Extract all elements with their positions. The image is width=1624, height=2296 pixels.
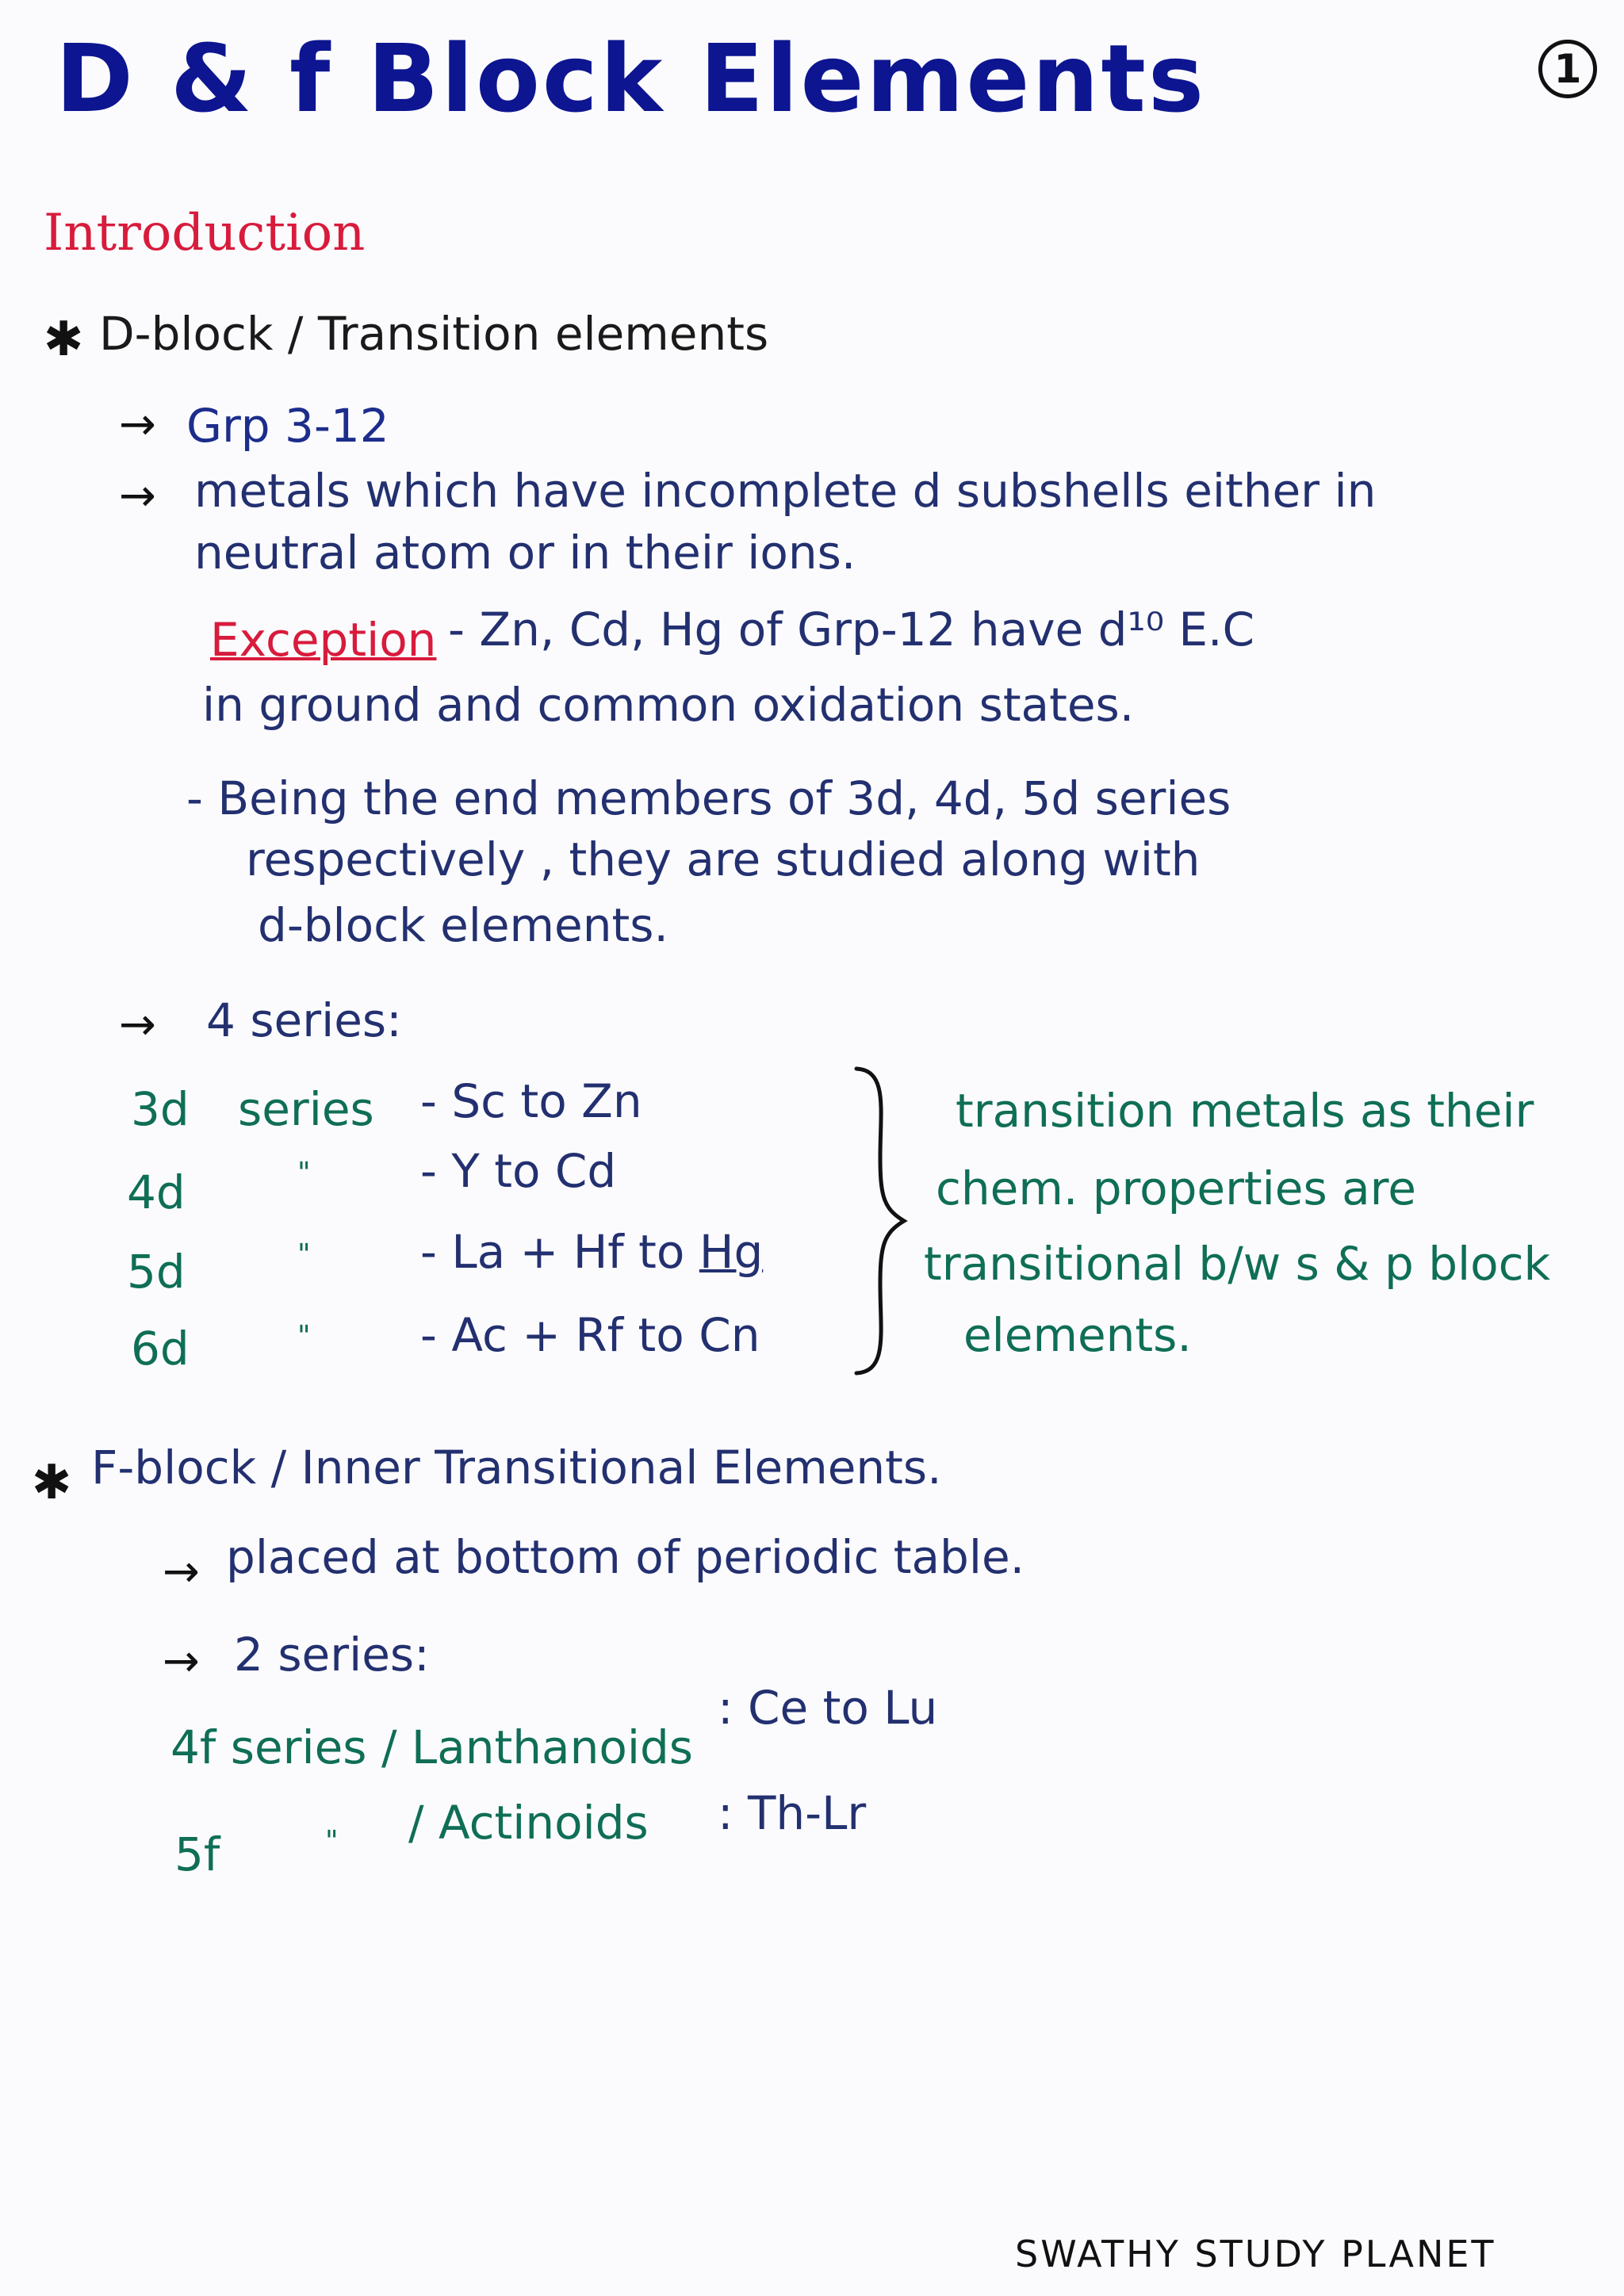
arrow-icon: → (163, 1546, 200, 1598)
5f-series-name: 5f (174, 1827, 220, 1881)
note-line-1: transition metals as their (956, 1084, 1534, 1138)
asterisk-bullet-icon: ✱ (44, 312, 84, 367)
curly-brace-icon (841, 1062, 912, 1380)
page-title: D & f Block Elements (56, 24, 1207, 133)
page-number: 1 (1538, 40, 1597, 98)
5f-ditto-mark: " (325, 1825, 339, 1858)
f-block-heading: F-block / Inner Transitional Elements. (91, 1441, 942, 1494)
arrow-icon: → (119, 399, 156, 450)
exception-line-2: in ground and common oxidation states. (202, 678, 1135, 732)
definition-line-1: metals which have incomplete d subshells either in (194, 464, 1377, 518)
arrow-icon: → (119, 999, 156, 1050)
series-range: - Y to Cd (420, 1144, 617, 1198)
exception-text: - Zn, Cd, Hg of Grp-12 have d¹⁰ E.C (448, 603, 1254, 656)
asterisk-bullet-icon: ✱ (32, 1455, 72, 1510)
series-range: - Sc to Zn (420, 1074, 642, 1128)
end-members-line-2: respectively , they are studied along with (246, 832, 1201, 886)
series-name: 6d (131, 1322, 190, 1376)
5f-series-range: : Th-Lr (718, 1786, 867, 1840)
group-range: Grp 3-12 (186, 399, 389, 453)
arrow-icon: → (119, 470, 156, 522)
series-label: series (238, 1082, 374, 1136)
note-line-4: elements. (963, 1308, 1192, 1362)
series-name: 3d (131, 1082, 190, 1136)
f-series-count: 2 series: (234, 1628, 430, 1682)
arrow-icon: → (163, 1636, 200, 1687)
series-range: - Ac + Rf to Cn (420, 1308, 760, 1362)
definition-line-2: neutral atom or in their ions. (194, 526, 856, 580)
series-name: 4d (127, 1165, 186, 1219)
section-heading-introduction: Introduction (44, 204, 366, 262)
note-line-3: transitional b/w s & p block (924, 1237, 1551, 1291)
series-range: - La + Hf to Hg (420, 1225, 764, 1279)
4f-series-range: : Ce to Lu (718, 1681, 938, 1735)
5f-series-label: / Actinoids (408, 1796, 649, 1850)
f-block-placement: placed at bottom of periodic table. (226, 1530, 1025, 1584)
series-label: " (297, 1238, 311, 1271)
series-label: " (297, 1157, 311, 1189)
footer-credit: SWATHY STUDY PLANET (1015, 2233, 1496, 2275)
end-members-line-1: - Being the end members of 3d, 4d, 5d series (186, 771, 1231, 825)
exception-label: Exception (210, 613, 437, 667)
series-count: 4 series: (206, 993, 402, 1047)
series-label: " (297, 1320, 311, 1353)
end-members-line-3: d-block elements. (258, 898, 668, 952)
series-name: 5d (127, 1245, 186, 1299)
d-block-heading: D-block / Transition elements (99, 307, 769, 361)
note-line-2: chem. properties are (936, 1161, 1416, 1215)
4f-series-name: 4f series / Lanthanoids (170, 1720, 693, 1774)
